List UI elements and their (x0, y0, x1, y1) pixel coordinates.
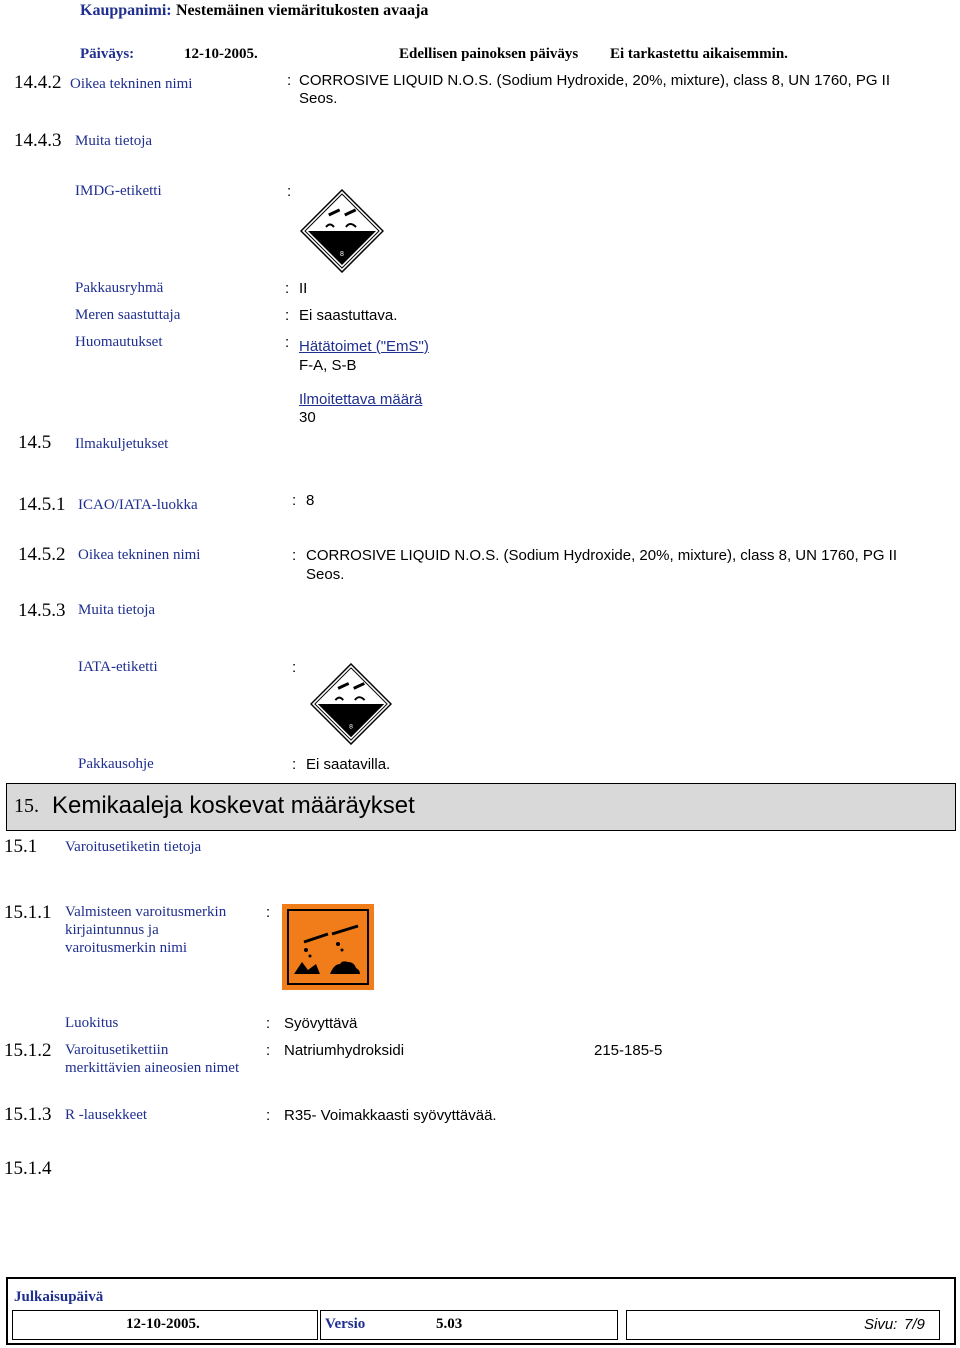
component-name: Natriumhydroksidi (284, 1042, 405, 1059)
colon: : (292, 547, 297, 564)
diamond-class-number: 8 (340, 251, 344, 258)
packing-instruction-value: Ei saatavilla. (306, 756, 391, 773)
corrosive-diamond-icon (300, 189, 384, 273)
field-label-symbol-line2: kirjaintunnus ja (65, 922, 159, 938)
marine-pollutant-value: Ei saastuttava. (299, 307, 398, 324)
field-label-technical-name: Oikea tekninen nimi (70, 76, 193, 92)
field-label-packing-instruction: Pakkausohje (78, 756, 154, 772)
section-number-15-1-4: 15.1.4 (4, 1158, 52, 1179)
field-label-imdg-label: IMDG-etiketti (75, 183, 162, 199)
field-label-packing-group: Pakkausryhmä (75, 280, 164, 296)
section-number-14-4-2: 14.4.2 (14, 72, 62, 93)
field-label-marine-pollutant: Meren saastuttaja (75, 307, 181, 323)
colon: : (266, 904, 271, 921)
classification-value: Syövyttävä (284, 1015, 358, 1032)
corrosive-hazard-icon (282, 904, 374, 990)
field-label-technical-name-air: Oikea tekninen nimi (78, 547, 201, 563)
colon: : (266, 1042, 271, 1059)
footer-version-label: Versio (325, 1316, 366, 1332)
section-title-air-transport: Ilmakuljetukset (75, 436, 169, 452)
footer-issue-date-label: Julkaisupäivä (14, 1289, 104, 1305)
colon: : (266, 1015, 271, 1032)
footer-page-label: Sivu: (864, 1316, 898, 1333)
footer-page-value: 7/9 (904, 1316, 925, 1333)
footer-issue-date-value: 12-10-2005. (126, 1316, 200, 1332)
section-title-regulations: Kemikaaleja koskevat määräykset (52, 792, 415, 819)
ems-value: F-A, S-B (299, 357, 357, 374)
date-value: 12-10-2005. (184, 46, 258, 62)
component-ec-number: 215-185-5 (594, 1042, 663, 1059)
field-label-remarks: Huomautukset (75, 334, 163, 350)
section-number-15-1-2: 15.1.2 (4, 1040, 52, 1061)
corrosive-diamond-icon (310, 663, 392, 745)
section-title-label-info: Varoitusetiketin tietoja (65, 839, 202, 855)
section-number-14-5: 14.5 (18, 432, 52, 453)
section-number-14-5-1: 14.5.1 (18, 494, 66, 515)
field-label-icao-class: ICAO/IATA-luokka (78, 497, 198, 513)
colon: : (292, 659, 297, 676)
colon: : (266, 1107, 271, 1124)
reportable-quantity-title: Ilmoitettava määrä (299, 391, 423, 408)
field-label-symbol-line1: Valmisteen varoitusmerkin (65, 904, 227, 920)
company-label: Kauppanimi: (80, 2, 172, 19)
field-label-iata-label: IATA-etiketti (78, 659, 158, 675)
packing-group-value: II (299, 280, 308, 297)
field-label-components-line2: merkittävien aineosien nimet (65, 1060, 240, 1076)
section-number-14-5-2: 14.5.2 (18, 544, 66, 565)
footer-version-value: 5.03 (436, 1316, 463, 1332)
field-label-symbol-line3: varoitusmerkin nimi (65, 940, 188, 956)
field-label-other-info: Muita tietoja (75, 133, 153, 149)
ems-title: Hätätoimet ("EmS") (299, 338, 429, 355)
section-number-15-1-3: 15.1.3 (4, 1104, 52, 1125)
colon: : (287, 183, 292, 200)
diamond-class-number: 8 (349, 723, 353, 731)
section-number-15-1: 15.1 (4, 836, 38, 857)
field-label-classification: Luokitus (65, 1015, 119, 1031)
prev-date-label: Edellisen painoksen päiväys (399, 46, 579, 62)
r-phrases-value: R35- Voimakkaasti syövyttävää. (284, 1107, 497, 1124)
colon: : (287, 72, 292, 89)
field-label-r-phrases: R -lausekkeet (65, 1107, 148, 1123)
reportable-quantity-value: 30 (299, 409, 316, 426)
icao-class-value: 8 (306, 492, 315, 509)
technical-name-air-mixture: Seos. (306, 566, 345, 583)
field-label-other-info-air: Muita tietoja (78, 602, 156, 618)
technical-name-air-value: CORROSIVE LIQUID N.O.S. (Sodium Hydroxide, 20%, mixture), class 8, UN 1760, PG II (306, 547, 898, 564)
date-label: Päiväys: (80, 46, 135, 62)
section-number-14-4-3: 14.4.3 (14, 130, 62, 151)
prev-date-value: Ei tarkastettu aikaisemmin. (610, 46, 788, 62)
technical-name-value: CORROSIVE LIQUID N.O.S. (Sodium Hydroxide, 20%, mixture), class 8, UN 1760, PG II (299, 72, 891, 89)
section-number-15: 15. (14, 795, 39, 817)
section-number-14-5-3: 14.5.3 (18, 600, 66, 621)
product-name: Nestemäinen viemäritukosten avaaja (176, 2, 429, 19)
field-label-components-line1: Varoitusetikettiin (65, 1042, 169, 1058)
section-number-15-1-1: 15.1.1 (4, 902, 52, 923)
colon: : (292, 492, 297, 509)
technical-name-mixture: Seos. (299, 90, 338, 107)
